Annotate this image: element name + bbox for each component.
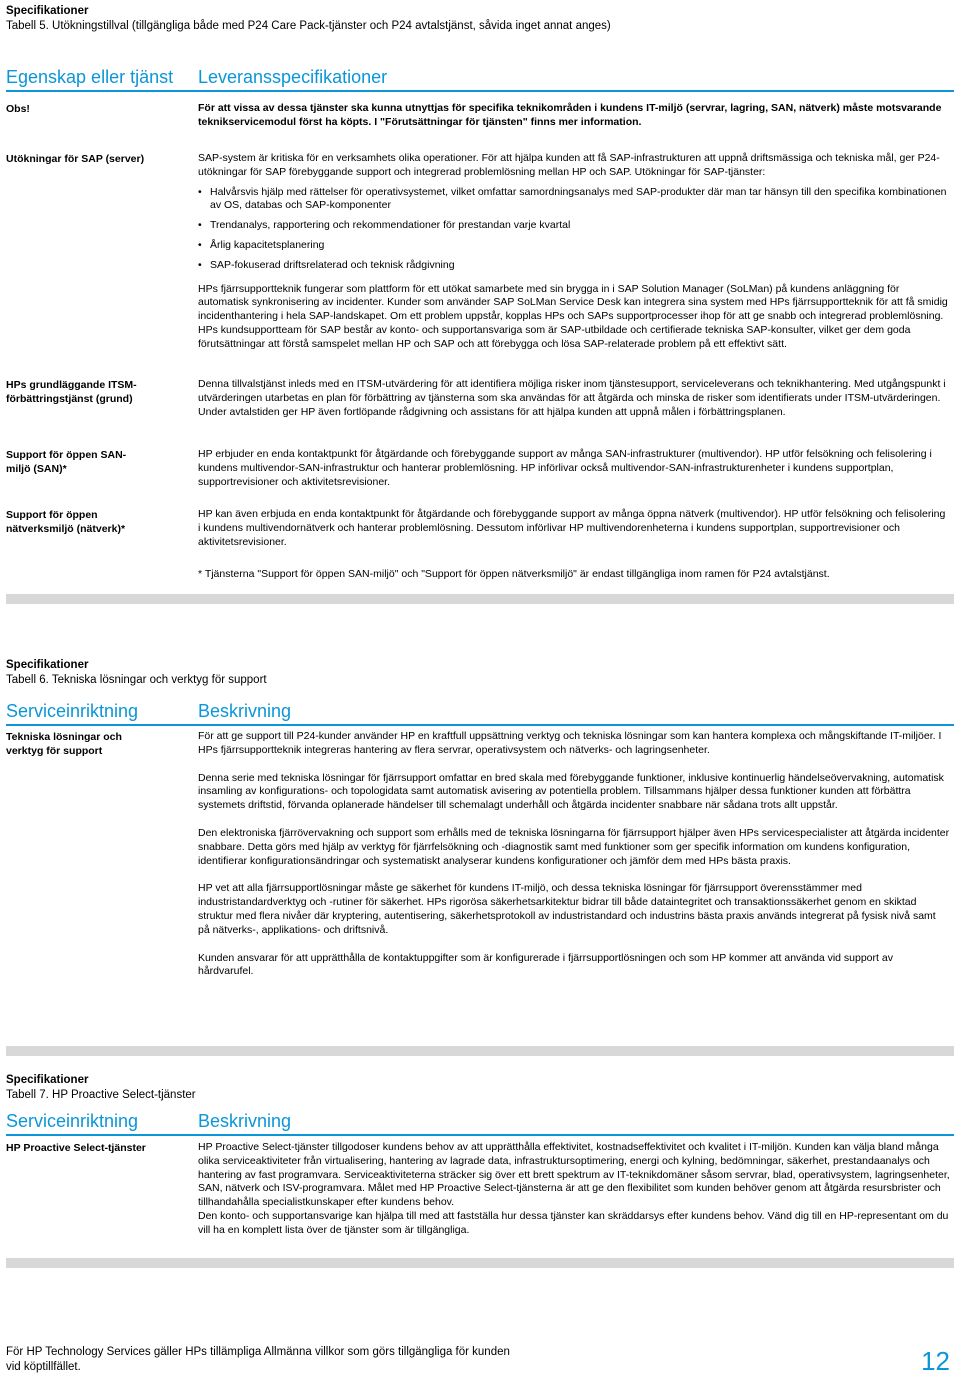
- support-tools-paragraph: HP vet att alla fjärrsupportlösningar måste ge säkerhet för kundens IT-miljö, och dessa tekniska lösningar för fjärrsupport överensstämmer med industristandardverktyg och -rutiner för säkerhet. HPs rigorösa säkerhetsarkitektur bidrar till både dataintegritet och transaktionssäkerhet genom en skiktad struktur med flera nivåer där kryptering, autentisering, säkerhetsprotokoll av industristandard och industrins bästa praxis används integrerat på fysisk nivå samt på nätverks-, applikations- och driftsnivå.: [198, 882, 936, 936]
- proactive-select-description: [198, 1141, 950, 1238]
- table7-spec-label: Specifikationer: [6, 1074, 89, 1086]
- table6-spec-label: Specifikationer: [6, 659, 89, 671]
- itsm-label: HPs grundläggande ITSM-förbättringstjänst (grund): [6, 379, 137, 405]
- table6-bottom-band: [6, 1046, 954, 1056]
- table6-caption: Tabell 6. Tekniska lösningar och verktyg för support: [6, 674, 267, 686]
- itsm-text: Denna tillvalstjänst inleds med en ITSM-utvärdering för att identifiera möjliga risker inom tjänstesupport, serviceleverans och teknikhantering. Med utgångspunkt i utvärderingen utarbetas en plan för förbättring av tjänsterna som ska användas för att åtgärda och minska de risker som identifierats under ITSM-utvärderingen. Under avtalstiden ger HP även fortlöpande rådgivning och assistans för att hjälpa kunden att uppnå målen i förbättringsplanen.: [198, 378, 946, 418]
- proactive-select-paragraph: Den konto- och supportansvarige kan hjälpa till med att fastställa hur dessa tjänster kan skräddarsys efter kundens behov. Vänd dig till en HP-representant om du vill ha en komplett lista över de tjänster som är tillgängliga.: [198, 1209, 949, 1236]
- san-label: Support för öppen SAN-miljö (SAN)*: [6, 449, 127, 475]
- obs-label: Obs!: [6, 103, 30, 115]
- table5-bottom-band: [6, 594, 954, 604]
- table7-caption: Tabell 7. HP Proactive Select-tjänster: [6, 1089, 196, 1101]
- table6-col1-header: Serviceinriktning: [6, 701, 139, 721]
- table5-col2-header: Leveransspecifikationer: [198, 67, 388, 87]
- support-tools-paragraph: För att ge support till P24-kunder använder HP en kraftfull uppsättning verktyg och tekniska lösningar som kan hantera komplexa och mångskiftande IT-miljöer. I HPs fjärrsupportteknik integreras hantering av flera servrar, operativsystem och nätverks- och lagringsenheter.: [198, 730, 942, 756]
- table6-caption-block: [6, 658, 267, 688]
- table6-col2-header: Beskrivning: [198, 701, 292, 721]
- sap-label: Utökningar för SAP (server): [6, 153, 145, 165]
- sap-bullet-list: [198, 186, 950, 273]
- table7-caption-block: [6, 1073, 196, 1103]
- table6-header-rule: [6, 724, 954, 726]
- support-tools-paragraph: Den elektroniska fjärrövervakning och support som erhålls med de tekniska lösningarna för fjärrsupport hjälper även HPs servicespecialister att åtgärda incidenter snabbare. Detta görs med hjälp av verktyg för fjärrfelsökning och -diagnostik samt med funktioner som ger specifik information om kundens konfiguration, identifierar konfigurationsändringar och systematiskt analyserar kundens konfigurationer och jämför dem med HPs bästa praxis.: [198, 826, 950, 867]
- table5-spec-label: Specifikationer: [6, 5, 89, 17]
- table5-header-rule: [6, 90, 954, 92]
- support-tools-paragraph: Kunden ansvarar för att upprätthålla de kontaktuppgifter som är konfigurerade i fjärrsupportlösningen och som HP kommer att använda vid support av hårdvarufel.: [198, 951, 893, 978]
- sap-intro: SAP-system är kritiska för en verksamhets olika operationer. För att hjälpa kunden att få SAP-infrastrukturen att uppnå driftsmässiga och tekniska mål, ger P24-utökningar för SAP förebyggande support och integrerad problemlösning mellan HP och SAP. Utökningar för SAP-tjänster:: [198, 152, 940, 178]
- sap-bullet: • SAP-fokuserad driftsrelaterad och teknisk rådgivning: [198, 259, 950, 273]
- table5-footnote: * Tjänsterna "Support för öppen SAN-miljö" och "Support för öppen nätverksmiljö" är endast tillgängliga inom ramen för P24 avtalstjänst.: [198, 568, 830, 580]
- page-number: 12: [921, 1346, 950, 1376]
- support-tools-label: Tekniska lösningar och verktyg för support: [6, 731, 122, 757]
- table5-caption: Tabell 5. Utökningstillval (tillgängliga både med P24 Care Pack-tjänster och P24 avtalstjänst, såvida inget annat anges): [6, 20, 611, 32]
- sap-bullet: • Årlig kapacitetsplanering: [198, 239, 950, 253]
- footer-text: För HP Technology Services gäller HPs tillämpliga Allmänna villkor som görs tillgängliga för kunden vid köptillfället.: [6, 1346, 510, 1373]
- table5-col1-header: Egenskap eller tjänst: [6, 67, 174, 87]
- support-tools-paragraph: Denna serie med tekniska lösningar för fjärrsupport omfattar en bred skala med förebyggande funktioner, inklusive kontinuerlig händelseövervakning, automatisk insamling av konfigurations- och topologidata samt automatisk avisering av potentiella problem. Tillsammans hjälper dessa funktioner kunden att förbättra systemets driftstid, förvanda oplanerade händelser till schemalagt underhåll och åtgärda incidenter snabbare när sådana trots allt uppstår.: [198, 771, 944, 812]
- sap-bullet: • Halvårsvis hjälp med rättelser för operativsystemet, vilket omfattar samordningsanalys med SAP-produkter där man tar hänsyn till den specifika kombinationen av OS, databas och SAP-komponenter: [198, 186, 950, 214]
- table7-col1-header: Serviceinriktning: [6, 1111, 139, 1131]
- proactive-select-paragraph: HP Proactive Select-tjänster tillgodoser kundens behov av att upprätthålla effektivitet, kostnadseffektivitet och kvalitet i IT-miljön. Kunden kan välja bland många olika serviceaktiviteter från virtualisering, hantering av lagrade data, infrastruktursoptimering, energi och kylning, bedömningar, säkerhet, prestandaanalys och hantering av fast programvara. Serviceaktiviteterna sträcker sig över ett brett spektrum av IT-teknikdomäner såsom servrar, blad, operativsystem, lagringsenheter, SAN, nätverk och ISV-programvara. Målet med HP Proactive Select-tjänsterna är att ge den flexibilitet som kunden behöver genom att åtgärda resursbrister och tillhandahålla specialistkunskaper efter kundens behov.: [198, 1141, 950, 1209]
- sap-bullet: • Trendanalys, rapportering och rekommendationer för prestandan varje kvartal: [198, 219, 950, 233]
- obs-text: För att vissa av dessa tjänster ska kunna utnyttjas för specifika teknikområden i kundens IT-miljö (servrar, lagring, SAN, nätverk) måste motsvarande teknikservicemodul först ha köpts. I "Förutsättningar för tjänsten" finns mer information.: [198, 102, 942, 128]
- network-label: Support för öppen nätverksmiljö (nätverk)*: [6, 509, 126, 535]
- support-tools-description: [198, 730, 950, 979]
- sap-outro: HPs fjärrsupportteknik fungerar som plattform för ett utökat samarbete med sin brygga in i SAP Solution Manager (SoLMan) på kundens anläggning för automatisk synkronisering av incidenter. Kunder som använder SAP SoLMan Service Desk kan integrera sina system med HPs fjärrsupportteknik för att få smidig incidenthantering i hela SAP-landskapet. Om ett problem uppstår, kopplas HPs och SAPs supportprocesser ihop för att ge snabb och integrerad problemlösning. HPs kundsupportteam för SAP består av konto- och supportansvariga som är SAP-utbildade och certifierade tekniska SAP-konsulter, vilket ger dem goda förutsättningar att förstå samspelet mellan HP och SAP och att förebygga och lösa SAP-relaterade problem på ett effektivt sätt.: [198, 282, 948, 350]
- proactive-select-label: HP Proactive Select-tjänster: [6, 1142, 146, 1154]
- table7-col2-header: Beskrivning: [198, 1111, 292, 1131]
- sap-description: [198, 152, 950, 352]
- table5-caption-block: [6, 4, 611, 34]
- table7-header-rule: [6, 1134, 954, 1136]
- table7-bottom-band: [6, 1258, 954, 1268]
- san-text: HP erbjuder en enda kontaktpunkt för åtgärdande och förebyggande support av många SAN-infrastrukturer (multivendor). HP utför felsökning och felisolering i kundens multivendor-SAN-infrastruktur och hanterar problemlösning. HP införlivar också multivendor-SAN-infrastrukturenheter i kundens supportplan, supportrevisioner och aktivitetsrevisioner.: [198, 448, 932, 488]
- network-text: HP kan även erbjuda en enda kontaktpunkt för åtgärdande och förebyggande support av många öppna nätverk (multivendor). HP utför felsökning och felisolering i kundens multivendornätverk och hanterar problemlösning. Dessutom införlivar HP multivendorenheterna i kundens supportplan, supportrevisioner och aktivitetsrevisioner.: [198, 508, 946, 548]
